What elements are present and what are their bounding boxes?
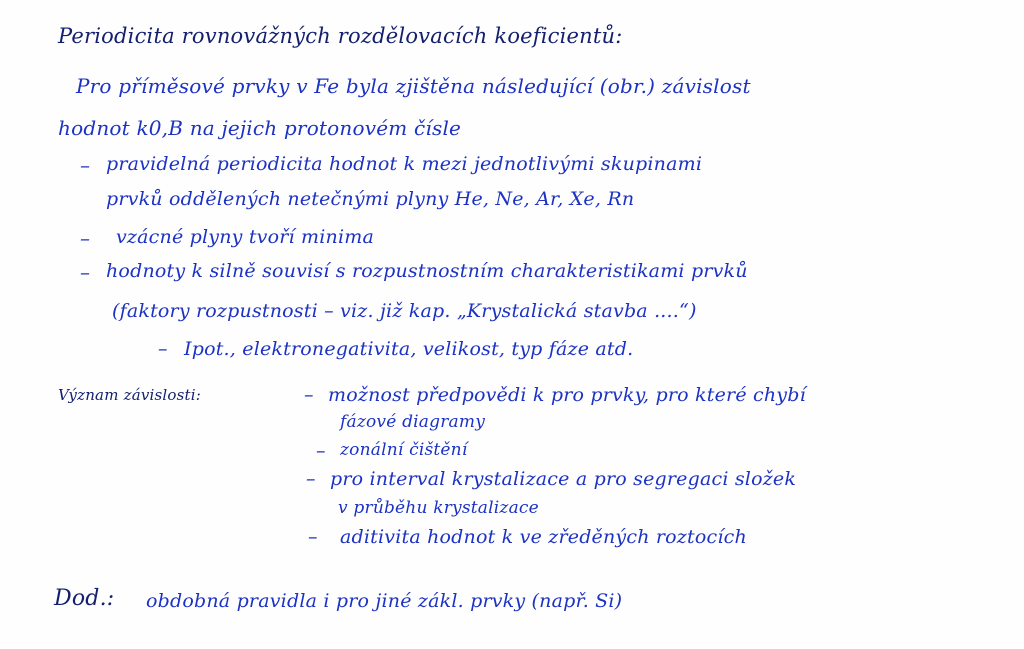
sig-1-line-2: fázové diagramy [340,412,486,432]
sub-bullet-marker: – [158,338,168,360]
sig-4-marker: – [308,526,318,548]
bullet-3-marker: – [80,260,91,284]
bullet-2-text: vzácné plyny tvoří minima [116,226,374,248]
sig-2-text: zonální čištění [340,440,468,460]
sig-4-text: aditivita hodnot k ve zředěných roztocích [340,526,747,548]
sig-3-line-1: pro interval krystalizace a pro segregaci složek [330,468,797,490]
sig-2-marker: – [316,440,326,462]
bullet-1-marker: – [80,153,91,177]
bullet-1-line-2: prvků oddělených netečnými plyny He, Ne, Ar, Xe, Rn [106,188,635,210]
footer-text: obdobná pravidla i pro jiné zákl. prvky (např. Si) [146,590,623,612]
intro-line-1: Pro příměsové prvky v Fe byla zjištěna následující (obr.) závislost [76,74,751,98]
footer-label: Dod.: [54,586,115,611]
sig-1-line-1: možnost předpovědi k pro prvky, pro které chybí [328,384,806,406]
sig-3-marker: – [306,468,316,490]
sig-3-line-2: v průběhu krystalizace [338,498,539,518]
significance-label: Význam závislosti: [58,386,202,404]
bullet-1-line-1: pravidelná periodicita hodnot k mezi jednotlivými skupinami [106,153,703,175]
bullet-2-marker: – [80,226,91,250]
bullet-3-line-2: (faktory rozpustnosti – viz. již kap. „Krystalická stavba ....“) [112,300,697,322]
note-title: Periodicita rovnovážných rozdělovacích koeficientů: [58,24,623,48]
intro-line-2: hodnot k0,B na jejich protonovém čísle [58,116,462,140]
sub-bullet-text: Ipot., elektronegativita, velikost, typ fáze atd. [184,338,634,360]
bullet-3-line-1: hodnoty k silně souvisí s rozpustnostním charakteristikami prvků [106,260,748,282]
sig-1-marker: – [304,384,314,406]
